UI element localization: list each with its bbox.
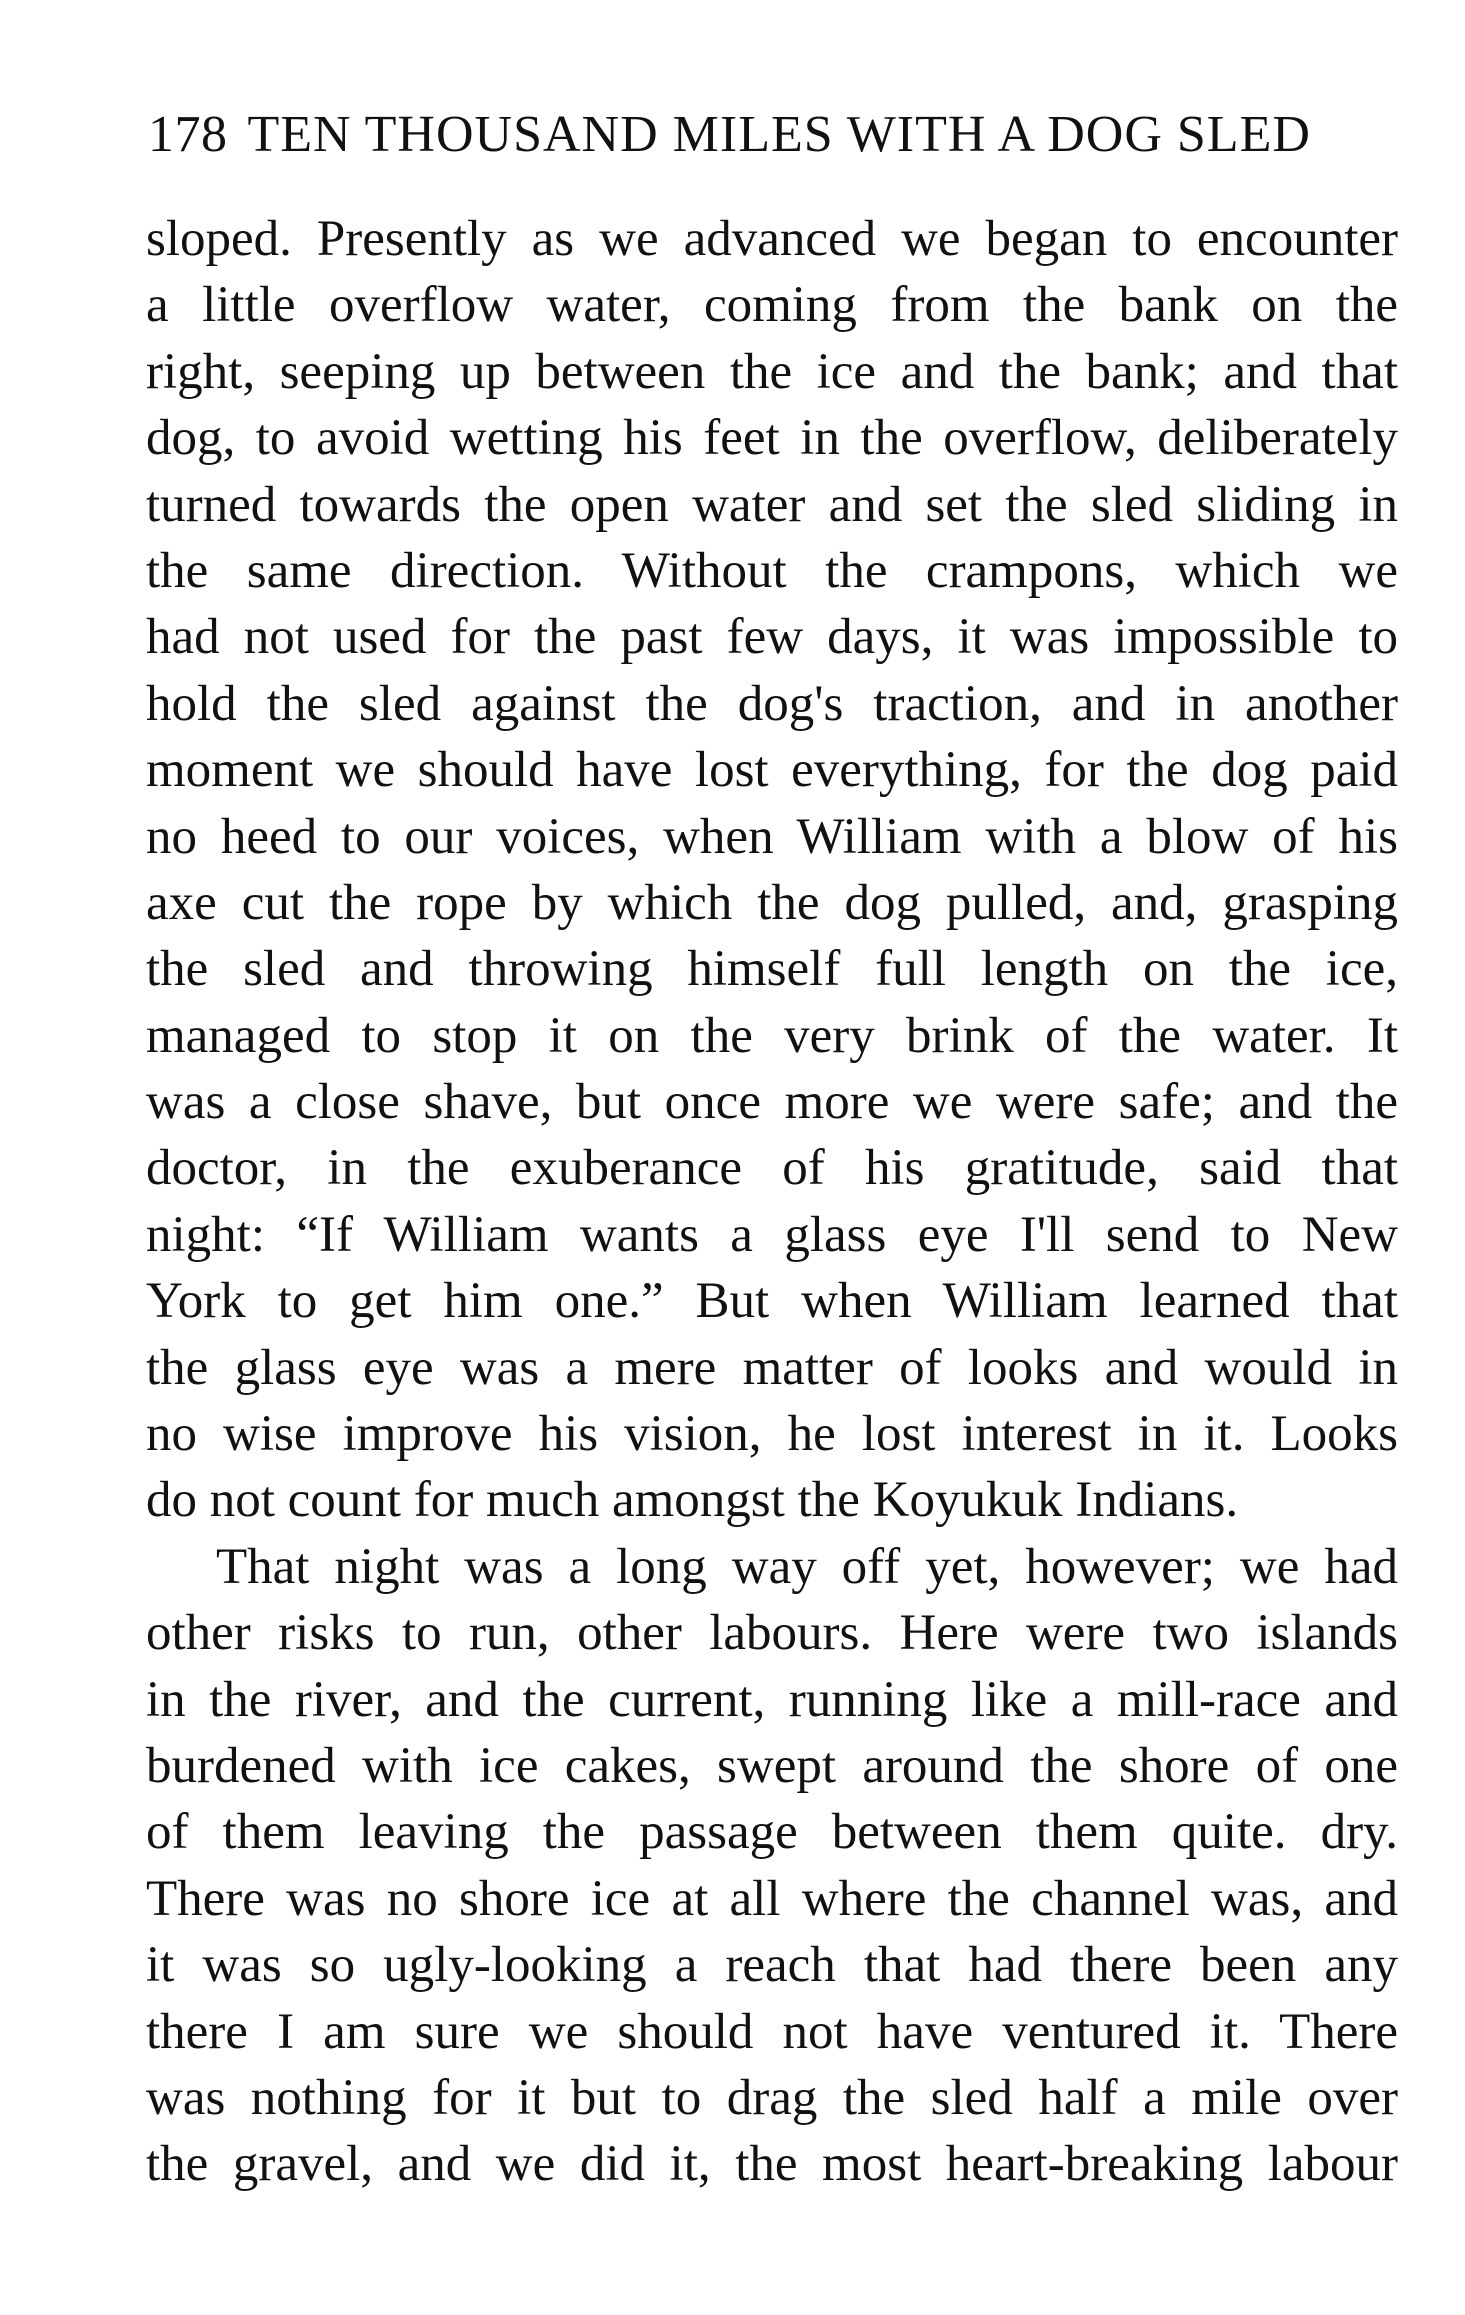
text-line: had not used for the past few days, it was impossible to [146, 609, 1398, 666]
running-title: TEN THOUSAND MILES WITH A DOG SLED [247, 106, 1311, 163]
text-line: night: “If William wants a glass eye I'll send to New [146, 1206, 1398, 1263]
text-line: do not count for much amongst the Koyukuk Indians. [146, 1472, 1239, 1529]
text-line: was a close shave, but once more we were safe; and the [146, 1074, 1398, 1131]
text-line: axe cut the rope by which the dog pulled, and, grasping [146, 874, 1398, 931]
text-line: York to get him one.” But when William learned that [146, 1273, 1398, 1330]
text-line: dog, to avoid wetting his feet in the overflow, deliberately [146, 410, 1398, 467]
text-line: the glass eye was a mere matter of looks and would in [146, 1339, 1398, 1396]
text-line: managed to stop it on the very brink of the water. It [146, 1007, 1398, 1064]
text-line: the gravel, and we did it, the most heart-breaking labour [146, 2136, 1398, 2193]
text-line: burdened with ice cakes, swept around the shore of one [146, 1737, 1398, 1794]
running-head [148, 104, 1348, 166]
text-line: there I am sure we should not have ventured it. There [146, 2003, 1398, 2060]
text-line: no wise improve his vision, he lost interest in it. Looks [146, 1406, 1398, 1463]
text-line: There was no shore ice at all where the channel was, and [146, 1870, 1398, 1927]
text-line: other risks to run, other labours. Here were two islands [146, 1605, 1398, 1662]
text-line: doctor, in the exuberance of his gratitude, said that [146, 1140, 1398, 1197]
text-line: sloped. Presently as we advanced we began to encounter [146, 211, 1398, 267]
text-line: That night was a long way off yet, however; we had [216, 1538, 1398, 1595]
text-line: no heed to our voices, when William with a blow of his [146, 808, 1398, 865]
text-line: of them leaving the passage between them quite. dry. [146, 1804, 1398, 1861]
text-line: right, seeping up between the ice and the bank; and that [146, 343, 1398, 400]
text-line: hold the sled against the dog's traction, and in another [146, 675, 1398, 732]
text-line: in the river, and the current, running like a mill-race and [146, 1671, 1398, 1728]
text-line: a little overflow water, coming from the bank on the [146, 277, 1398, 334]
page-number: 178 [148, 106, 228, 163]
text-line: it was so ugly-looking a reach that had there been any [146, 1937, 1398, 1994]
text-line: the same direction. Without the crampons, which we [146, 542, 1398, 599]
text-line: moment we should have lost everything, for the dog paid [146, 742, 1398, 799]
body-text [146, 206, 1398, 2198]
text-line: was nothing for it but to drag the sled half a mile over [146, 2069, 1398, 2126]
text-line: the sled and throwing himself full length on the ice, [146, 941, 1398, 998]
text-line: turned towards the open water and set the sled sliding in [146, 476, 1398, 533]
